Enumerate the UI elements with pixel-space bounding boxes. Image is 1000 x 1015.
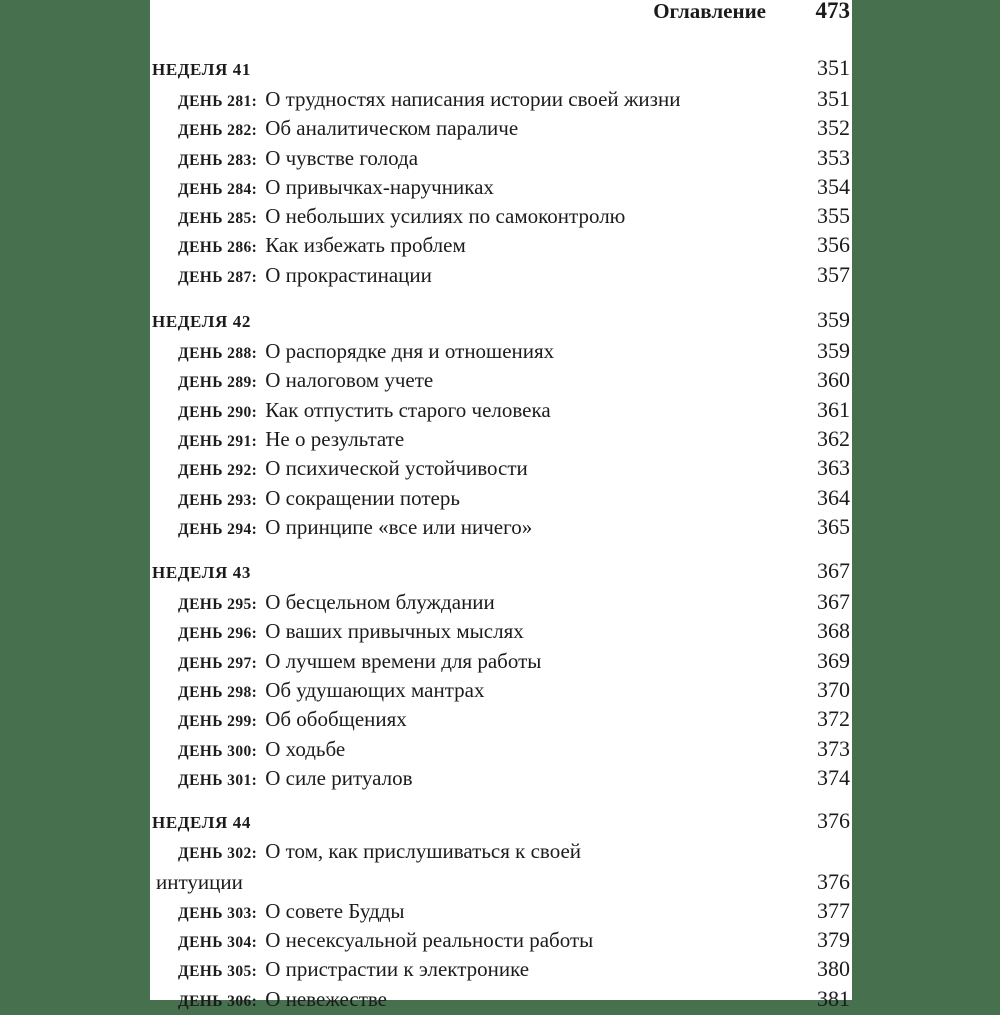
- toc-day-row: [152, 898, 850, 927]
- day-label: ДЕНЬ 285:: [178, 210, 258, 228]
- toc-day-row-continuation: [152, 869, 850, 898]
- day-label: ДЕНЬ 299:: [178, 713, 258, 731]
- day-title: О лучшем времени для работы: [265, 648, 542, 673]
- day-label: ДЕНЬ 289:: [178, 374, 258, 392]
- day-label: ДЕНЬ 284:: [178, 180, 258, 198]
- toc-section-week-43: [152, 558, 850, 794]
- day-label: ДЕНЬ 294:: [178, 520, 258, 538]
- page-number: 372: [817, 706, 850, 732]
- page-number: 357: [817, 261, 850, 287]
- day-label: ДЕНЬ 304:: [178, 934, 258, 952]
- week-label: НЕДЕЛЯ 44: [152, 813, 251, 833]
- toc-day-row: [152, 232, 850, 261]
- page-number: 379: [817, 927, 850, 953]
- page-number: 380: [817, 956, 850, 982]
- day-label: ДЕНЬ 295:: [178, 596, 258, 614]
- toc-section-week-42: [152, 307, 850, 543]
- day-title: Об обобщениях: [265, 707, 407, 732]
- page-number: 356: [817, 232, 850, 258]
- toc-day-row: [152, 367, 850, 396]
- page-number: 355: [817, 203, 850, 229]
- day-title: О небольших усилиях по самоконтролю: [265, 204, 626, 229]
- page-number: 361: [817, 396, 850, 422]
- page-number: 377: [817, 897, 850, 923]
- toc-day-row: [152, 397, 850, 426]
- toc-section-week-41: [152, 55, 850, 291]
- day-label: ДЕНЬ 283:: [178, 151, 258, 169]
- page-number: 359: [817, 307, 850, 333]
- page-number: 374: [817, 764, 850, 790]
- day-title: О привычках-наручниках: [265, 174, 494, 199]
- toc-day-row: [152, 426, 850, 455]
- toc-day-row: [152, 589, 850, 618]
- day-title: Как отпустить старого человека: [265, 397, 551, 422]
- day-title: О невежестве: [265, 986, 387, 1011]
- page-number: 354: [817, 173, 850, 199]
- toc-day-row: [152, 174, 850, 203]
- page-number: 367: [817, 558, 850, 584]
- page-number: 362: [817, 425, 850, 451]
- day-label: ДЕНЬ 303:: [178, 904, 258, 922]
- day-title: О пристрастии к электронике: [265, 957, 530, 982]
- day-label: ДЕНЬ 306:: [178, 992, 258, 1010]
- week-label: НЕДЕЛЯ 41: [152, 60, 251, 79]
- page-number: 351: [817, 86, 850, 111]
- running-head-title: Оглавление: [653, 0, 766, 23]
- toc-day-row: [152, 514, 850, 543]
- toc-day-row: [152, 203, 850, 232]
- toc-day-row: [152, 485, 850, 514]
- day-label: ДЕНЬ 296:: [178, 625, 258, 643]
- day-title: Об аналитическом параличе: [265, 116, 519, 141]
- toc-day-row: [152, 618, 850, 647]
- day-title: Не о результате: [265, 426, 405, 451]
- page-number: 373: [817, 735, 850, 761]
- day-title: О несексуальной реальности работы: [265, 928, 594, 953]
- day-label: ДЕНЬ 286:: [178, 239, 258, 257]
- toc-week-row: [152, 307, 850, 338]
- page-number: 367: [817, 589, 850, 615]
- day-title: О чувстве голода: [265, 145, 419, 170]
- page-number: 351: [817, 55, 850, 80]
- day-label: ДЕНЬ 305:: [178, 963, 258, 981]
- day-label: ДЕНЬ 290:: [178, 403, 258, 421]
- page-number: 352: [817, 115, 850, 141]
- day-label: ДЕНЬ 300:: [178, 742, 258, 760]
- running-head: [152, 0, 850, 24]
- page-number: 363: [817, 455, 850, 481]
- day-title-continuation: интуиции: [156, 869, 243, 894]
- day-title: О силе ритуалов: [265, 765, 413, 790]
- toc-day-row: [152, 115, 850, 144]
- week-label: НЕДЕЛЯ 43: [152, 563, 251, 583]
- toc-day-row: [152, 86, 850, 115]
- toc-day-row: [152, 927, 850, 956]
- page-number: 365: [817, 513, 850, 539]
- toc-day-row: [152, 677, 850, 706]
- day-title: О распорядке дня и отношениях: [265, 339, 555, 364]
- day-label: ДЕНЬ 302:: [178, 845, 258, 863]
- toc-day-row: [152, 765, 850, 794]
- toc-day-row: [152, 706, 850, 735]
- week-label: НЕДЕЛЯ 42: [152, 312, 251, 332]
- toc-day-row: [152, 262, 850, 291]
- day-title: О налоговом учете: [265, 368, 434, 393]
- day-label: ДЕНЬ 298:: [178, 684, 258, 702]
- page-number: 359: [817, 338, 850, 364]
- page-number: 370: [817, 677, 850, 703]
- toc-day-row: [152, 956, 850, 985]
- day-label: ДЕНЬ 288:: [178, 345, 258, 363]
- day-label: ДЕНЬ 282:: [178, 122, 258, 140]
- day-label: ДЕНЬ 292:: [178, 462, 258, 480]
- toc-section-week-44: [152, 808, 850, 1015]
- day-label: ДЕНЬ 281:: [178, 93, 258, 110]
- running-head-page-number: 473: [815, 0, 850, 23]
- day-title: О ходьбе: [265, 736, 346, 761]
- day-title: О трудностях написания истории своей жизни: [265, 87, 681, 111]
- day-title: Об удушающих мантрах: [265, 678, 485, 703]
- page-number: 364: [817, 484, 850, 510]
- toc-day-row: [152, 338, 850, 367]
- day-title: О том, как прислушиваться к своей: [265, 839, 582, 864]
- toc-day-row: [152, 455, 850, 484]
- day-title: О бесцельном блуждании: [265, 590, 495, 615]
- toc-week-row: [152, 808, 850, 839]
- toc-week-row: [152, 55, 850, 86]
- day-title: О совете Будды: [265, 898, 405, 923]
- day-label: ДЕНЬ 293:: [178, 491, 258, 509]
- day-title: О прокрастинации: [265, 262, 432, 287]
- page-number: 381: [817, 985, 850, 1011]
- day-title: О ваших привычных мыслях: [265, 619, 524, 644]
- day-title: О психической устойчивости: [265, 456, 528, 481]
- day-title: О сокращении потерь: [265, 485, 460, 510]
- page-number: 360: [817, 367, 850, 393]
- toc-day-row: [152, 839, 850, 868]
- toc-day-row: [152, 986, 850, 1015]
- toc-day-row: [152, 145, 850, 174]
- toc-day-row: [152, 736, 850, 765]
- day-label: ДЕНЬ 287:: [178, 268, 258, 286]
- book-page: [150, 0, 852, 1011]
- day-title: Как избежать проблем: [265, 233, 466, 258]
- day-title: О принципе «все или ничего»: [265, 514, 533, 539]
- page-number: 368: [817, 618, 850, 644]
- day-label: ДЕНЬ 291:: [178, 432, 258, 450]
- page-number: 369: [817, 647, 850, 673]
- day-label: ДЕНЬ 301:: [178, 771, 258, 789]
- page-number: 376: [817, 808, 850, 834]
- page-number: 353: [817, 144, 850, 170]
- toc-week-row: [152, 558, 850, 589]
- toc-day-row: [152, 648, 850, 677]
- page-number: 376: [817, 868, 850, 894]
- day-label: ДЕНЬ 297:: [178, 654, 258, 672]
